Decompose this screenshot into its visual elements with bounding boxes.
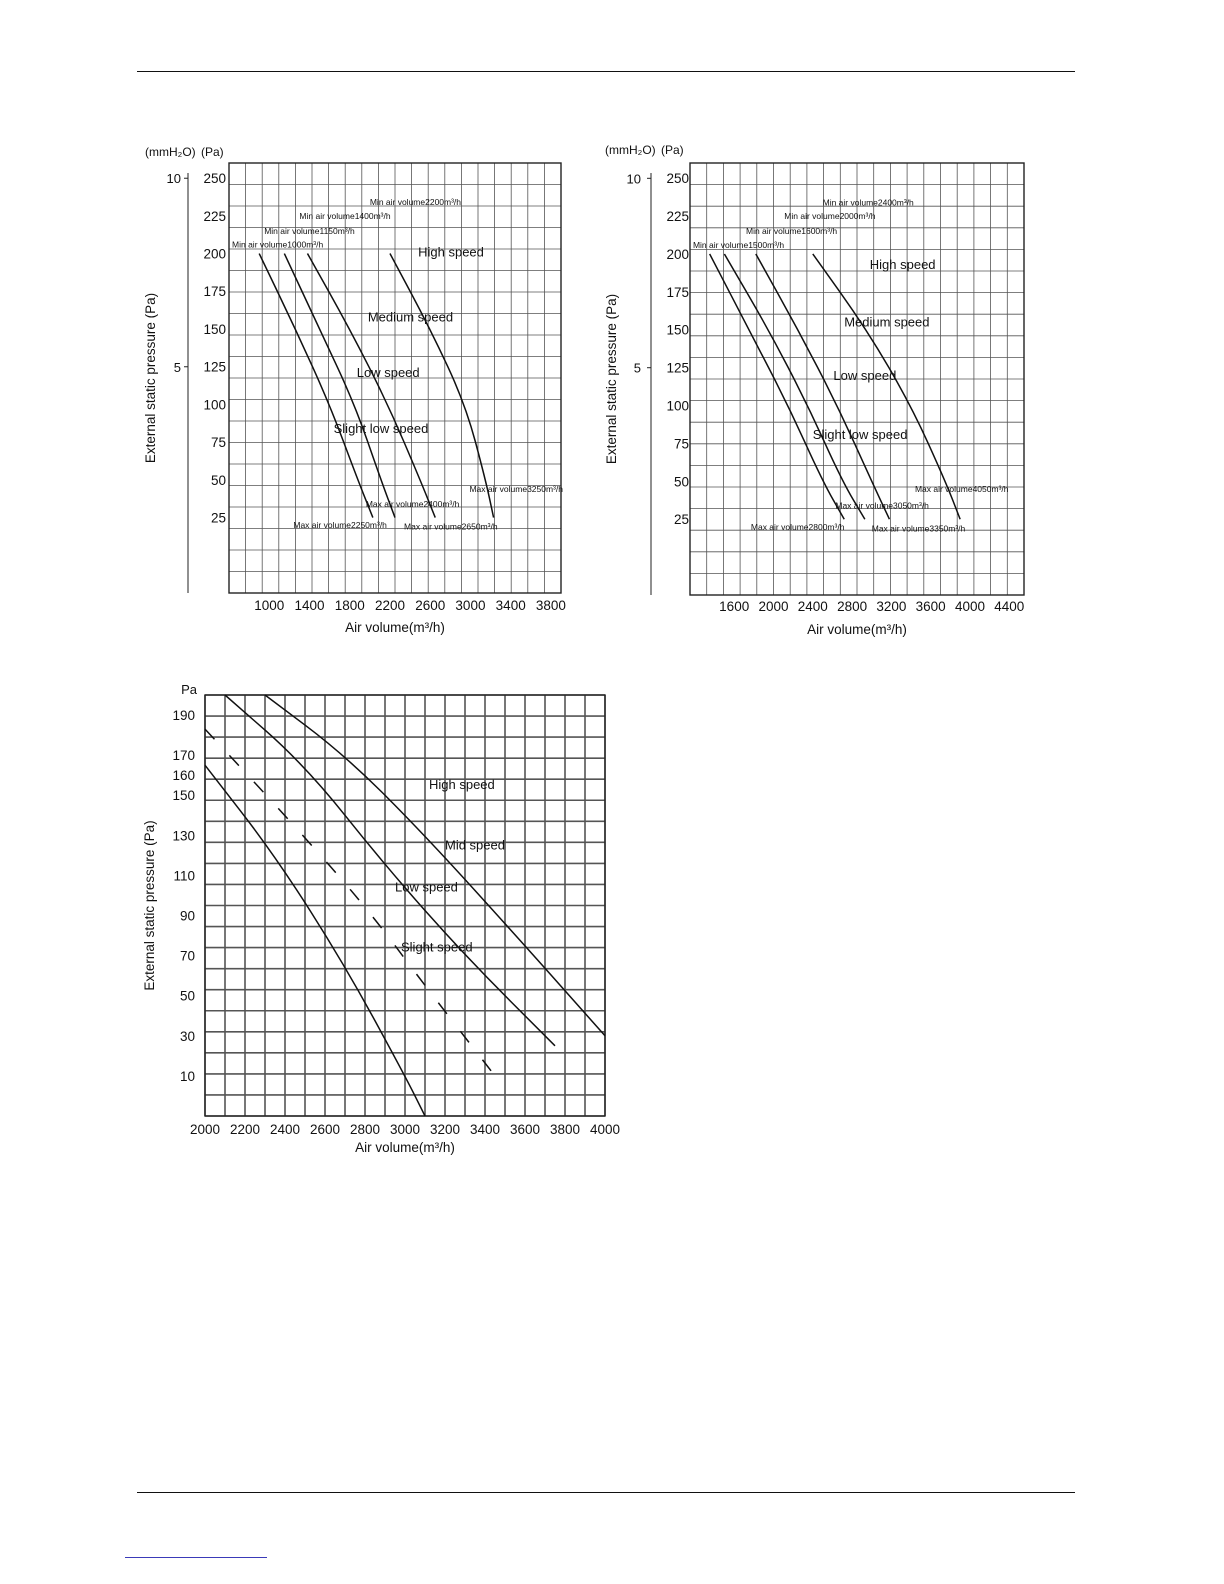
x-tick-label: 3400 [469,1122,501,1137]
series-label: Low speed [833,367,897,383]
series-label: Slight speed [401,939,473,955]
y-tick-label: 150 [203,321,226,337]
x-tick-label: 1800 [334,598,365,613]
x-tick-label: 2600 [415,598,446,613]
x-tick-label: 2600 [309,1122,341,1137]
x-tick-label: 3400 [495,598,526,613]
series-line-slight-speed [205,765,425,1116]
y-tick-label: 75 [673,436,689,452]
volume-annotation: Min air volume2200m³/h [369,197,462,208]
grid [205,695,605,1116]
x-tick-label: 2400 [797,599,828,614]
unit-pa-label: (Pa) [661,143,684,157]
y-tick-label: 90 [179,908,195,924]
y-tick-label: 25 [210,510,226,526]
series-line-low-speed [724,254,864,519]
volume-annotation: Min air volume1500m³/h [692,239,785,250]
y-axis-label: External static pressure (Pa) [604,293,619,465]
series-label: Slight low speed [812,426,908,442]
volume-annotation: Min air volume1000m³/h [232,239,324,250]
y-tick-label: 170 [172,748,195,764]
y-tick-label: 200 [203,246,226,262]
y-tick-label: 50 [673,474,689,490]
series-label: Medium speed [844,314,930,330]
x-tick-label: 2000 [189,1122,221,1137]
x-tick-label: 2400 [269,1122,301,1137]
y-tick-label: 50 [179,988,195,1004]
y-tick-label: 200 [666,246,689,262]
y-axis-label: External static pressure (Pa) [143,292,158,464]
x-axis-label: Air volume(m³/h) [807,622,907,637]
series-label: High speed [869,257,936,273]
volume-annotation: Max air volume2800m³/h [750,521,845,532]
x-tick-label: 3000 [389,1122,421,1137]
unit-pa-label: Pa [181,682,197,697]
y-tick-label: 100 [203,397,226,413]
x-tick-label: 4000 [954,599,985,614]
y-tick-label: 125 [203,359,226,375]
y-tick-label: 190 [172,708,195,724]
y-axis-label: External static pressure (Pa) [142,820,157,991]
y-tick-label: 70 [179,948,195,964]
y-tick-label: 110 [173,868,195,884]
x-tick-label: 3800 [535,598,566,613]
y-tick-label: 225 [666,209,689,225]
series-line-high-speed [265,695,605,1036]
mm-tick-label: 10 [626,171,641,187]
fan-curve-chart-3 [0,0,700,1180]
series-label: Low speed [356,365,420,381]
x-tick-label: 2200 [374,598,405,613]
x-tick-label: 3600 [509,1122,541,1137]
volume-annotation: Max air volume2650m³/h [404,521,498,532]
x-tick-label: 4000 [589,1122,621,1137]
y-tick-label: 130 [172,828,195,844]
volume-annotation: Min air volume1150m³/h [264,225,355,236]
y-tick-label: 250 [203,171,226,187]
x-tick-label: 3200 [876,599,907,614]
y-tick-label: 175 [666,284,689,300]
y-tick-label: 150 [666,322,689,338]
y-tick-label: 25 [673,512,689,528]
series-label: Low speed [395,879,458,895]
y-tick-label: 50 [210,472,226,488]
volume-annotation: Max air volume3250m³/h [469,483,563,494]
y-tick-label: 160 [172,768,195,784]
x-tick-label: 2200 [229,1122,261,1137]
series-label: Slight low speed [333,421,429,437]
x-tick-label: 3800 [549,1122,581,1137]
y-tick-label: 30 [179,1028,195,1044]
volume-annotation: Max air volume3350m³/h [871,523,966,534]
y-tick-label: 250 [666,171,689,187]
volume-annotation: Min air volume1600m³/h [745,226,838,237]
volume-annotation: Max air volume3050m³/h [835,500,929,511]
y-tick-label: 10 [179,1068,195,1084]
x-tick-label: 1600 [719,599,750,614]
series-label: High speed [429,777,495,793]
x-tick-label: 2800 [837,599,868,614]
x-tick-label: 3000 [455,598,486,613]
mm-tick-label: 5 [633,360,641,376]
y-tick-label: 150 [172,788,195,804]
y-tick-label: 125 [666,360,689,376]
x-tick-label: 1000 [254,598,285,613]
volume-annotation: Min air volume2000m³/h [784,211,876,222]
series-label: Mid speed [445,837,505,853]
series-line-slight-low-speed [710,254,845,519]
volume-annotation: Min air volume2400m³/h [822,197,914,208]
y-tick-label: 175 [203,284,226,300]
y-tick-label: 75 [210,435,226,451]
x-tick-label: 3600 [915,599,946,614]
series-label: High speed [418,244,484,260]
x-tick-label: 1400 [294,598,325,613]
x-axis-label: Air volume(m³/h) [355,1140,455,1155]
volume-annotation: Max air volume2400m³/h [365,499,460,509]
y-tick-label: 100 [666,398,689,414]
x-axis-label: Air volume(m³/h) [345,620,445,635]
unit-mmh2o-label: (mmH₂O) [145,145,196,159]
unit-mmh2o-label: (mmH₂O) [605,143,656,157]
series-label: Medium speed [367,309,454,325]
volume-annotation: Max air volume4050m³/h [914,483,1009,494]
series-line-high-speed [813,254,960,519]
mm-tick-label: 5 [173,359,181,375]
volume-annotation: Max air volume2250m³/h [293,520,387,531]
x-tick-label: 2800 [349,1122,381,1137]
x-tick-label: 4400 [994,599,1025,614]
footnote-link[interactable] [125,1557,267,1558]
footer-rule [137,1492,1075,1493]
x-tick-label: 3200 [429,1122,461,1137]
volume-annotation: Min air volume1400m³/h [299,210,391,221]
mm-tick-label: 10 [166,171,181,187]
y-tick-label: 225 [203,208,226,224]
x-tick-label: 2000 [758,599,789,614]
unit-pa-label: (Pa) [201,145,224,159]
